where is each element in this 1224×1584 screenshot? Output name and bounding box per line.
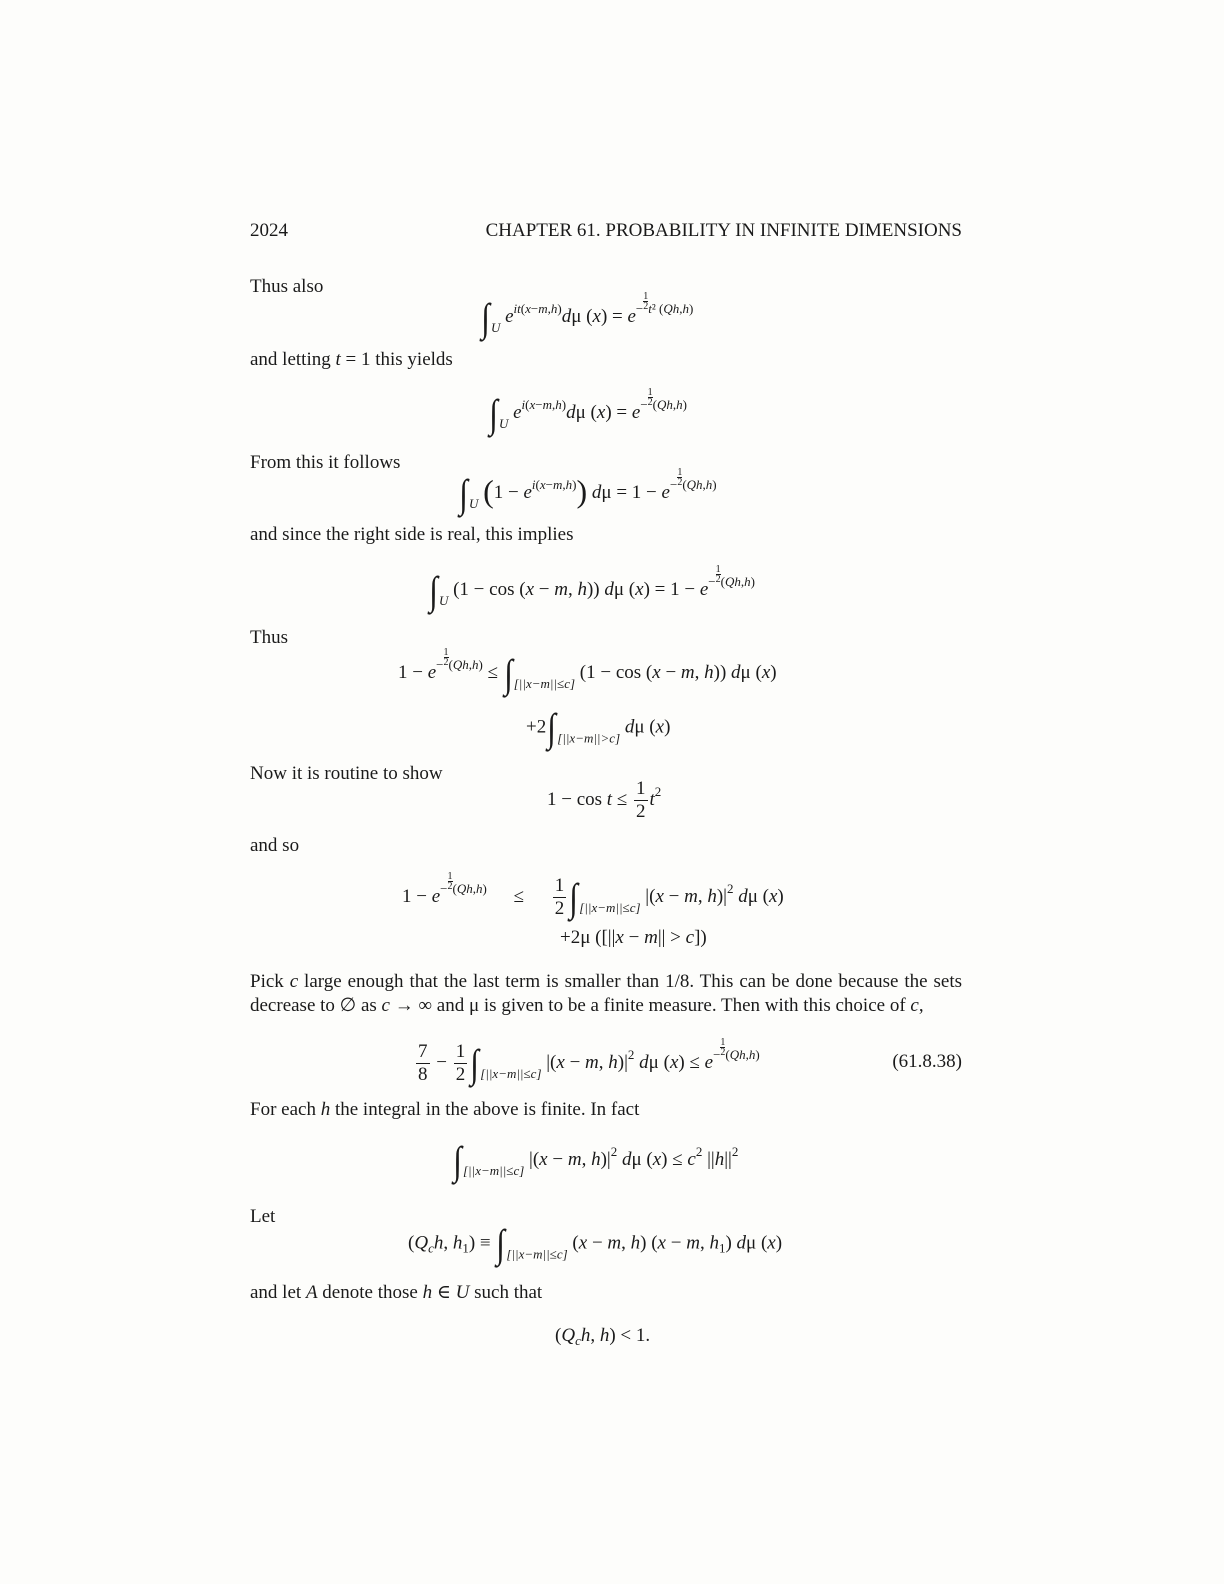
- equation-cosine: $\int_U$ (1 − cos (x − m, h)) dμ $(x) = 1 - e^{- \frac{1}{2} (Qh,h)}$: [429, 564, 755, 613]
- paragraph-thus-also: Thus also: [250, 276, 324, 297]
- equation-set-a: ($Q_ch$, h) < 1.: [555, 1325, 651, 1348]
- paragraph-routine: Now it is routine to show: [250, 763, 443, 784]
- equation-quadratic-bound-line-1: $1 - e^{- \frac{1}{2} (Qh,h)}$ ≤ $\frac{1}{2}$ $\int_{[||x-m||\le c]}$ |(x − m, $h)|^2$ dμ (x): [402, 871, 784, 920]
- equation-qc-definition: ($Q_ch$, $h_1) \equiv \int_{[||x-m||\le c]}$ (x − m, h) (x − m, $h_1$) dμ (x): [408, 1221, 783, 1266]
- equation-finite-integral: $\int_{[||x-m||\le c]}$ |(x − m, $h)|^2$ dμ $(x) \le c^2$ $||h||^2$: [453, 1137, 739, 1183]
- equation-bound-line-1: $1 - e^{- \frac{1}{2} (Qh,h)} \le \int_{[||x-m||\le c]}$ (1 − cos (x − m, h)) dμ (x): [398, 647, 777, 696]
- equation-one-minus: $\int_U$ $(1 - e^{i(x-m,h)})$ $d\mu = 1 - e^{- \frac{1}{2} (Qh,h)}$: [459, 467, 717, 516]
- chapter-title: CHAPTER 61. PROBABILITY IN INFINITE DIMENSIONS: [485, 220, 962, 241]
- paragraph-let-a: and let A denote those h ∈ U such that: [250, 1282, 543, 1303]
- paragraph-let: Let: [250, 1206, 276, 1227]
- paragraph-thus: Thus: [250, 627, 288, 648]
- equation-bound-line-2: $+2\int_{[||x-m||>c]}$ dμ (x): [526, 705, 671, 750]
- equation-characteristic-1: $\int_U$ $e^{i(x-m,h)}d\mu$ $(x) = e^{- \frac{1}{2} (Qh,h)}$: [489, 387, 687, 436]
- equation-cos-inequality: 1 − cos t ≤ $\frac{1}{2}$ $t^2$: [547, 778, 662, 822]
- equation-characteristic-t: $\int_U$ $e^{it(x-m,h)}d\mu$ $(x) = e^{- \frac{1}{2} t^2 (Qh,h)}$: [481, 291, 694, 340]
- paragraph-from-this: From this it follows: [250, 452, 401, 473]
- paragraph-right-side-real: and since the right side is real, this implies: [250, 524, 574, 545]
- page-number: 2024: [250, 220, 288, 241]
- paragraph-and-so: and so: [250, 835, 300, 856]
- equation-quadratic-bound-line-2: +2μ ([||x − m|| > c]): [560, 927, 707, 948]
- paragraph-pick-c: Pick c large enough that the last term is smaller than 1/8. This can be done because the sets decrease to ∅ as c → ∞ and μ is given to be a finite measure. Then with this choice of c,: [250, 971, 963, 1016]
- paragraph-for-each-h: For each h the integral in the above is finite. In fact: [250, 1099, 640, 1120]
- equation-number: (61.8.38): [892, 1051, 962, 1072]
- equation-61-8-38: $\frac{7}{8}$ − $\frac{1}{2}$ $\int_{[||x-m||\le c]}$ |(x − m, $h)|^2$ dμ $(x) \le e^{- \frac{1}{2} (Qh,h)}$: [418, 1037, 760, 1086]
- paragraph-letting-t: and letting t = 1 this yields: [250, 349, 453, 370]
